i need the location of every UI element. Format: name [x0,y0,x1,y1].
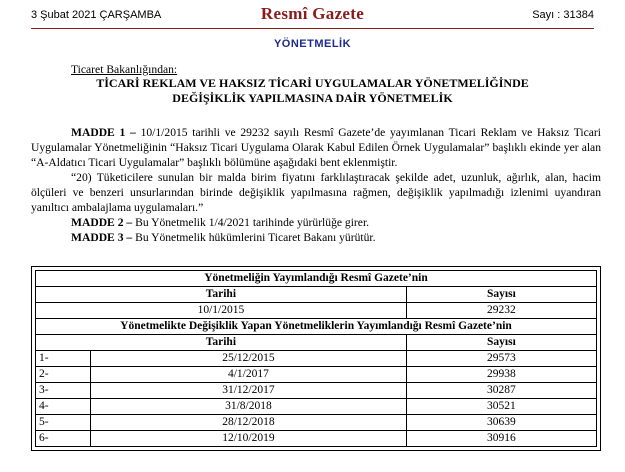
row-number: 4- [36,399,91,415]
article-2 [31,215,601,230]
row-issue: 30916 [406,431,596,447]
table-header-row [36,319,597,335]
table-row [36,431,597,447]
col-issue-header: Sayısı [406,287,596,303]
publication-table-frame [31,266,601,451]
original-date: 10/1/2015 [36,303,407,319]
issue-number: Sayı : 31384 [532,9,594,21]
table-row [36,383,597,399]
table-row [36,367,597,383]
row-issue: 30521 [406,399,596,415]
article-3-text: Bu Yönetmelik hükümlerini Ticaret Bakanı yürütür. [132,231,376,244]
header-date: 3 Şubat 2021 ÇARŞAMBA [31,9,162,21]
header-divider [31,28,594,29]
original-heading: Yönetmeliğin Yayımlandığı Resmî Gazete’nin [36,271,597,287]
row-date: 31/8/2018 [91,399,407,415]
row-date: 12/10/2019 [91,431,407,447]
regulation-title [0,76,625,106]
table-header-row [36,271,597,287]
amendments-heading: Yönetmelikte Değişiklik Yapan Yönetmeliklerin Yayımlandığı Resmî Gazete’nin [36,319,597,335]
table-row [36,399,597,415]
publication-table [35,270,597,447]
row-number: 3- [36,383,91,399]
table-row [36,303,597,319]
row-date: 28/12/2018 [91,415,407,431]
table-column-row [36,335,597,351]
row-number: 1- [36,351,91,367]
row-issue: 29573 [406,351,596,367]
article-1-label: MADDE 1 – [71,126,136,139]
regulation-body [31,125,601,245]
row-number: 6- [36,431,91,447]
row-number: 5- [36,415,91,431]
table-row [36,351,597,367]
article-3-label: MADDE 3 – [71,231,133,244]
row-issue: 29938 [406,367,596,383]
row-date: 4/1/2017 [91,367,407,383]
gazette-title: Resmî Gazete [260,4,365,23]
regulation-title-line-1: TİCARİ REKLAM VE HAKSIZ TİCARİ UYGULAMALAR YÖNETMELİĞİNDE [96,76,529,90]
article-1 [31,125,601,170]
section-title: YÖNETMELİK [273,38,352,50]
table-row [36,415,597,431]
row-number: 2- [36,367,91,383]
article-3 [31,230,601,245]
article-2-text: Bu Yönetmelik 1/4/2021 tarihinde yürürlüğe girer. [132,216,370,229]
col-date-header: Tarihi [36,287,407,303]
row-date: 31/12/2017 [91,383,407,399]
table-column-row [36,287,597,303]
regulation-title-line-2: DEĞİŞİKLİK YAPILMASINA DAİR YÖNETMELİK [172,91,453,105]
original-issue: 29232 [406,303,596,319]
article-1-text: 10/1/2015 tarihli ve 29232 sayılı Resmî Gazete’de yayımlanan Ticari Reklam ve Haksız Ticari Uygulamalar Yönetmeliğinin “Haksız Ticari Uygulama Olarak Kabul Edilen Örnek Uygulamalar” başlıklı ekinde yer alan “A-Aldatıcı Ticari Uygulamalar” başlıklı bölümüne aşağıdaki bent eklenmiştir. [31,126,602,169]
ministry-name: Ticaret Bakanlığından: [71,63,178,76]
row-issue: 30287 [406,383,596,399]
article-2-label: MADDE 2 – [71,216,133,229]
article-1-added-clause: “20) Tüketicilere sunulan bir malda birim fiyatını farklılaştıracak şekilde adet, uzunluk, ağırlık, alan, hacim ölçüleri ve benzeri unsurlarından birinde değişiklik yapılmasına rağmen, değişiklik yapılmadığı izlenimi uyandıran yanıltıcı ambalajlama uygulamaları.” [31,171,601,214]
col-issue-header: Sayısı [406,335,596,351]
col-date-header: Tarihi [36,335,407,351]
row-issue: 30639 [406,415,596,431]
row-date: 25/12/2015 [91,351,407,367]
